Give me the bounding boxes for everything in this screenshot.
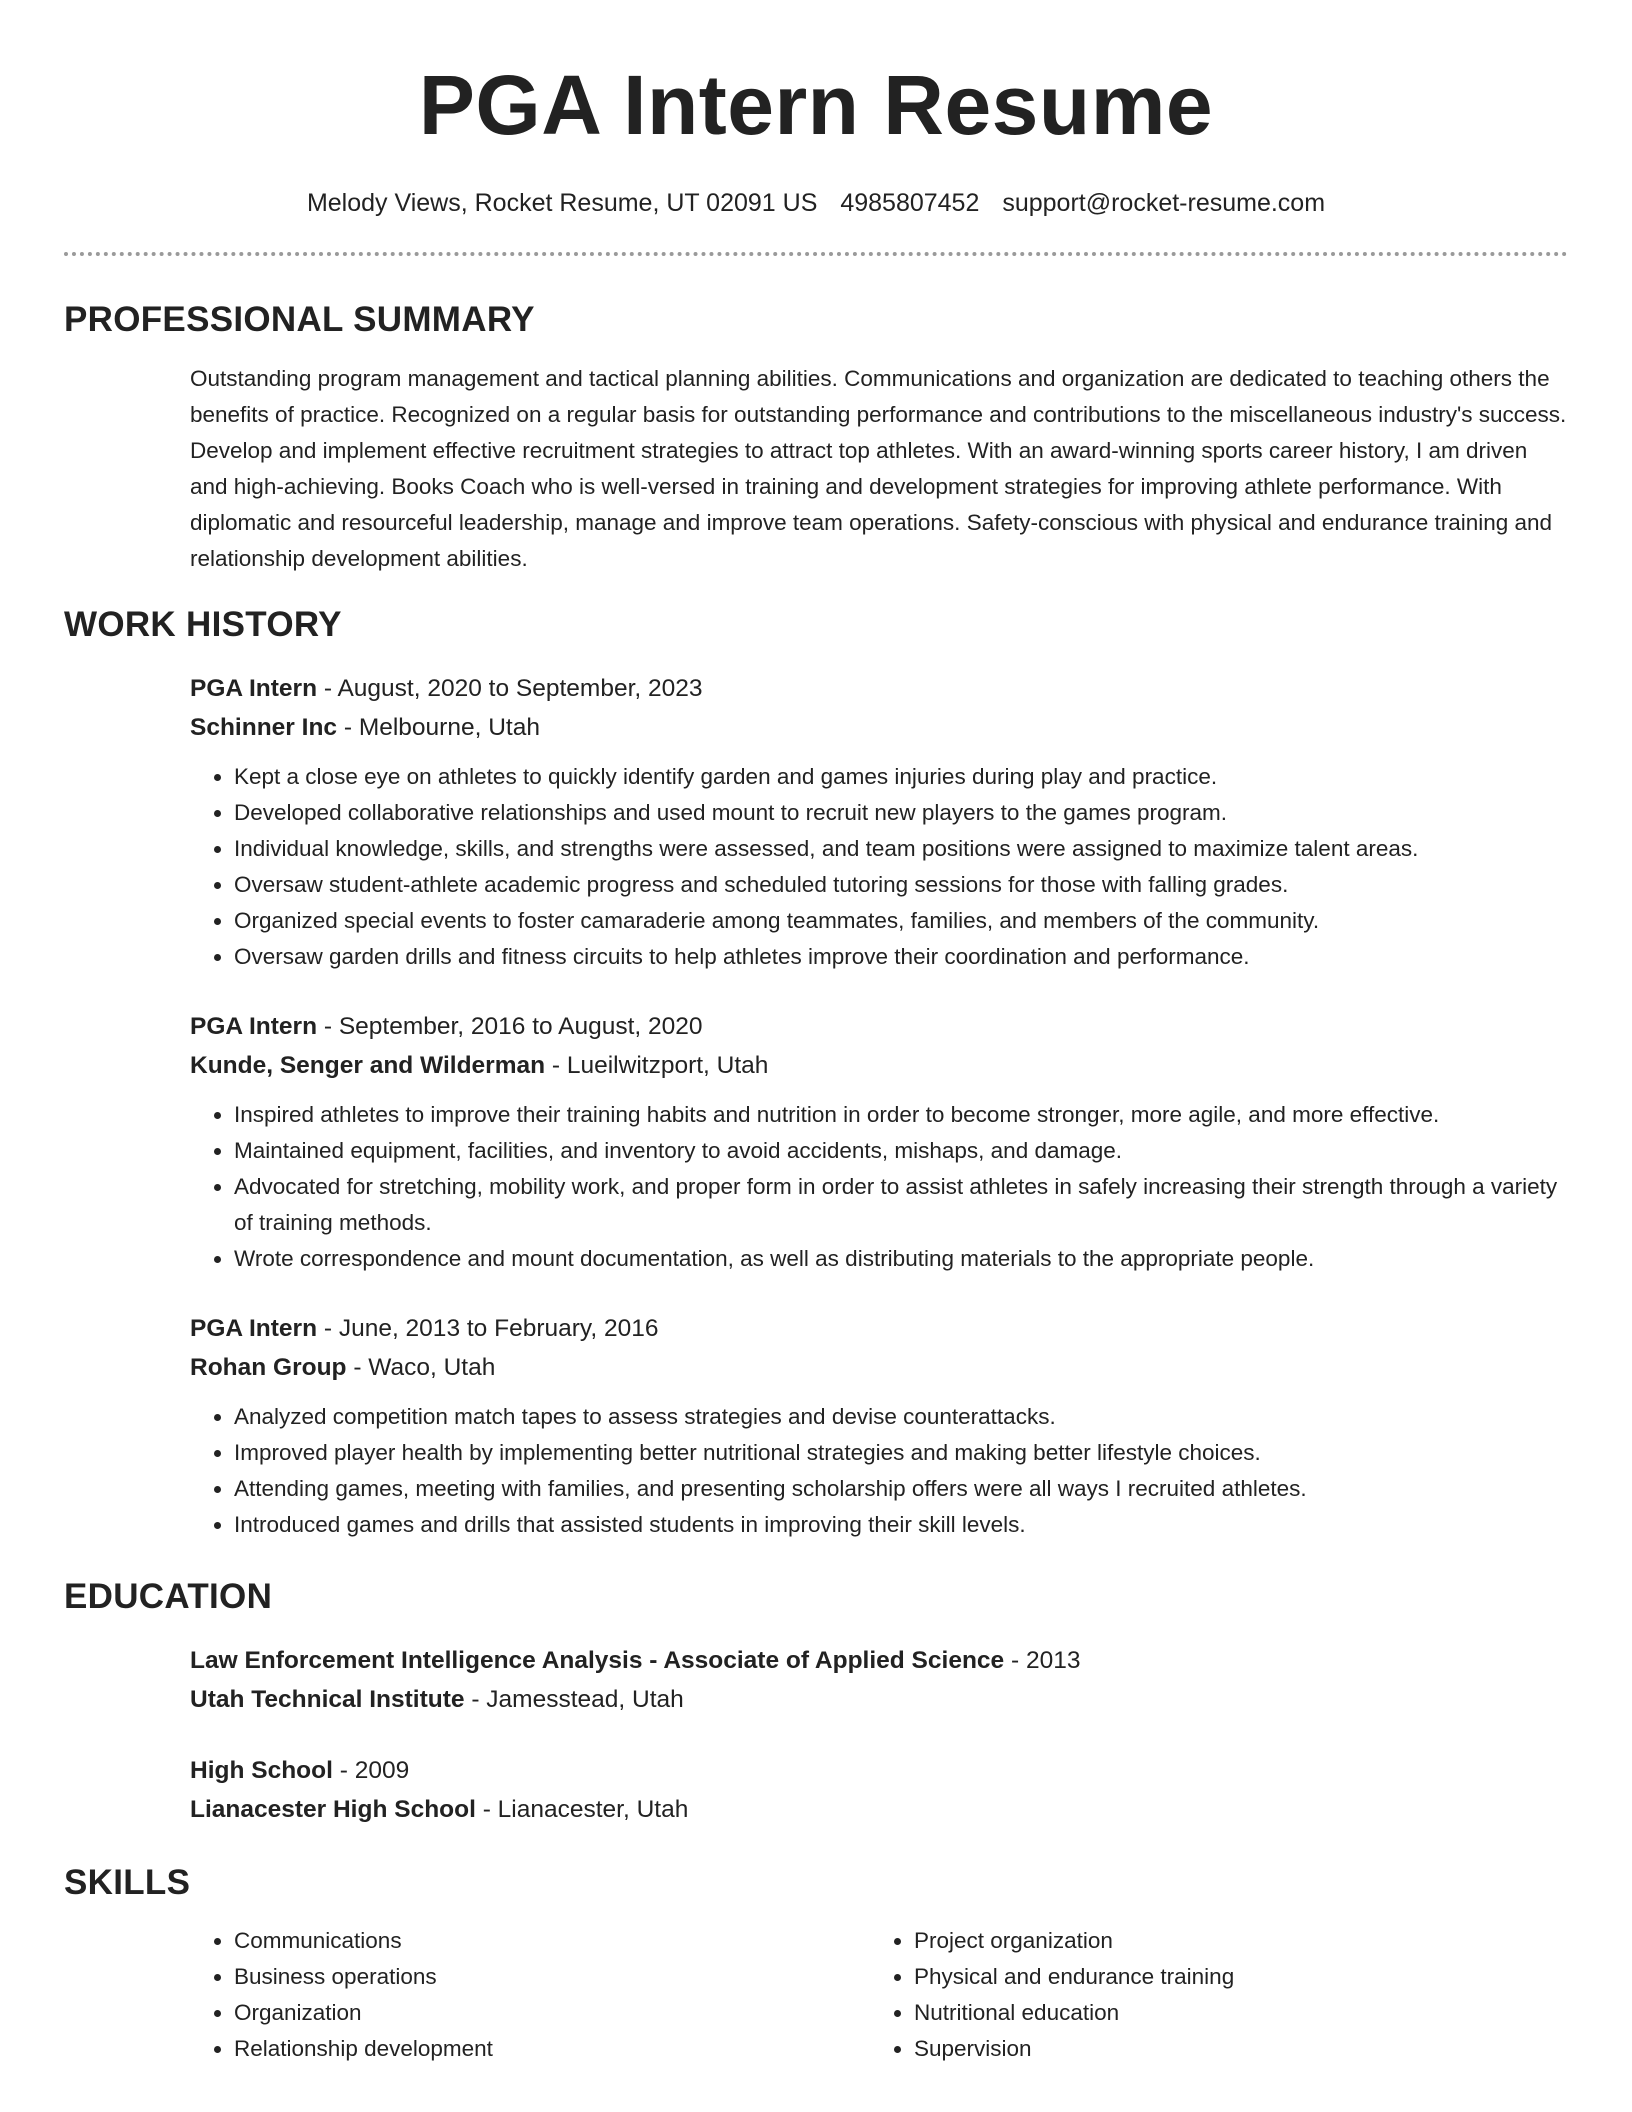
list-item: • Nutritional education: [914, 1995, 1550, 2031]
job-entry: [190, 669, 1568, 975]
job-location: - Melbourne, Utah: [337, 714, 540, 741]
list-item: • Oversaw student-athlete academic progress and scheduled tutoring sessions for those with falling grades.: [234, 867, 1568, 903]
skills-list: [870, 1923, 1550, 2067]
summary-text: Outstanding program management and tactical planning abilities. Communications and organization are dedicated to teaching others the benefits of practice. Recognized on a regular basis for outstanding performance and contributions to the miscellaneous industry's success. Develop and implement effective recruitment strategies to attract top athletes. With an award-winning sports career history, I am driven and high-achieving. Books Coach who is well-versed in training and development strategies for improving athlete performance. With diplomatic and resourceful leadership, manage and improve team operations. Safety-conscious with physical and endurance training and relationship development abilities.: [190, 366, 1567, 571]
list-item: • Communications: [234, 1923, 870, 1959]
list-item: • Maintained equipment, facilities, and inventory to avoid accidents, mishaps, and damage.: [234, 1133, 1568, 1169]
list-item: • Inspired athletes to improve their training habits and nutrition in order to become stronger, more agile, and more effective.: [234, 1097, 1568, 1133]
list-item: • Organized special events to foster camaraderie among teammates, families, and members of the community.: [234, 903, 1568, 939]
education-heading: EDUCATION: [64, 1577, 273, 1616]
list-item: • Project organization: [914, 1923, 1550, 1959]
summary-heading: PROFESSIONAL SUMMARY: [64, 300, 535, 339]
education-school: Lianacester High School: [190, 1796, 476, 1823]
job-entry: [190, 1007, 1568, 1277]
list-item: • Wrote correspondence and mount documentation, as well as distributing materials to the appropriate people.: [234, 1241, 1568, 1277]
contact-address: Melody Views, Rocket Resume, UT 02091 US: [306, 189, 818, 217]
list-item: • Analyzed competition match tapes to assess strategies and devise counterattacks.: [234, 1399, 1568, 1435]
education-degree-line: [190, 1641, 1568, 1680]
list-item: • Advocated for stretching, mobility work, and proper form in order to assist athletes in safely increasing their strength through a variety of training methods.: [234, 1169, 1568, 1241]
skills-column-right: [870, 1923, 1550, 2067]
job-title: PGA Intern: [190, 675, 318, 702]
list-item: • Supervision: [914, 2031, 1550, 2067]
job-title-line: [190, 1007, 1568, 1046]
education-degree: High School: [190, 1757, 333, 1784]
contact-phone: 4985807452: [840, 189, 980, 217]
contact-line: [64, 186, 1568, 220]
education-year: - 2013: [1004, 1647, 1081, 1674]
job-title-line: [190, 1309, 1568, 1348]
education-school: Utah Technical Institute: [190, 1686, 465, 1713]
education-location: - Jamesstead, Utah: [464, 1686, 684, 1713]
education-entry: [190, 1641, 1568, 1719]
education-year: - 2009: [332, 1757, 410, 1784]
resume-title: PGA Intern Resume: [418, 58, 1214, 152]
skills-column-left: [190, 1923, 870, 2067]
list-item: • Oversaw garden drills and fitness circuits to help athletes improve their coordination and performance.: [234, 939, 1568, 975]
list-item: • Kept a close eye on athletes to quickly identify garden and games injuries during play and practice.: [234, 759, 1568, 795]
job-dates: - August, 2020 to September, 2023: [317, 675, 703, 702]
job-dates: - June, 2013 to February, 2016: [317, 1315, 659, 1342]
list-item: • Business operations: [234, 1959, 870, 1995]
education-entry: [190, 1751, 1568, 1829]
job-entry: [190, 1309, 1568, 1543]
contact-email: support@rocket-resume.com: [1002, 189, 1326, 217]
job-bullets: [190, 759, 1568, 975]
list-item: • Individual knowledge, skills, and strengths were assessed, and team positions were assigned to maximize talent areas.: [234, 831, 1568, 867]
job-bullets: [190, 1399, 1568, 1543]
job-title: PGA Intern: [190, 1013, 318, 1040]
list-item: • Introduced games and drills that assisted students in improving their skill levels.: [234, 1507, 1568, 1543]
job-title-line: [190, 669, 1568, 708]
skills-list: [190, 1923, 870, 2067]
education-location: - Lianacester, Utah: [475, 1796, 689, 1823]
job-bullets: [190, 1097, 1568, 1277]
header-divider: [64, 252, 1568, 256]
list-item: • Attending games, meeting with families, and presenting scholarship offers were all ways I recruited athletes.: [234, 1471, 1568, 1507]
list-item: • Physical and endurance training: [914, 1959, 1550, 1995]
job-title: PGA Intern: [190, 1315, 318, 1342]
education-degree: Law Enforcement Intelligence Analysis - Associate of Applied Science: [190, 1647, 1005, 1674]
list-item: • Developed collaborative relationships and used mount to recruit new players to the games program.: [234, 795, 1568, 831]
job-company-line: [190, 1348, 1568, 1387]
job-company-line: [190, 708, 1568, 747]
education-school-line: [190, 1790, 1568, 1829]
job-location: - Waco, Utah: [346, 1354, 496, 1381]
education-school-line: [190, 1680, 1568, 1719]
list-item: • Improved player health by implementing better nutritional strategies and making better lifestyle choices.: [234, 1435, 1568, 1471]
list-item: • Organization: [234, 1995, 870, 2031]
job-company: Kunde, Senger and Wilderman: [190, 1052, 546, 1079]
job-company: Schinner Inc: [190, 714, 338, 741]
job-dates: - September, 2016 to August, 2020: [317, 1013, 703, 1040]
work-history-heading: WORK HISTORY: [64, 605, 342, 644]
skills-heading: SKILLS: [64, 1863, 191, 1902]
job-company: Rohan Group: [190, 1354, 347, 1381]
skills-grid: [190, 1923, 1568, 2067]
job-company-line: [190, 1046, 1568, 1085]
education-degree-line: [190, 1751, 1568, 1790]
list-item: • Relationship development: [234, 2031, 870, 2067]
job-location: - Lueilwitzport, Utah: [545, 1052, 769, 1079]
